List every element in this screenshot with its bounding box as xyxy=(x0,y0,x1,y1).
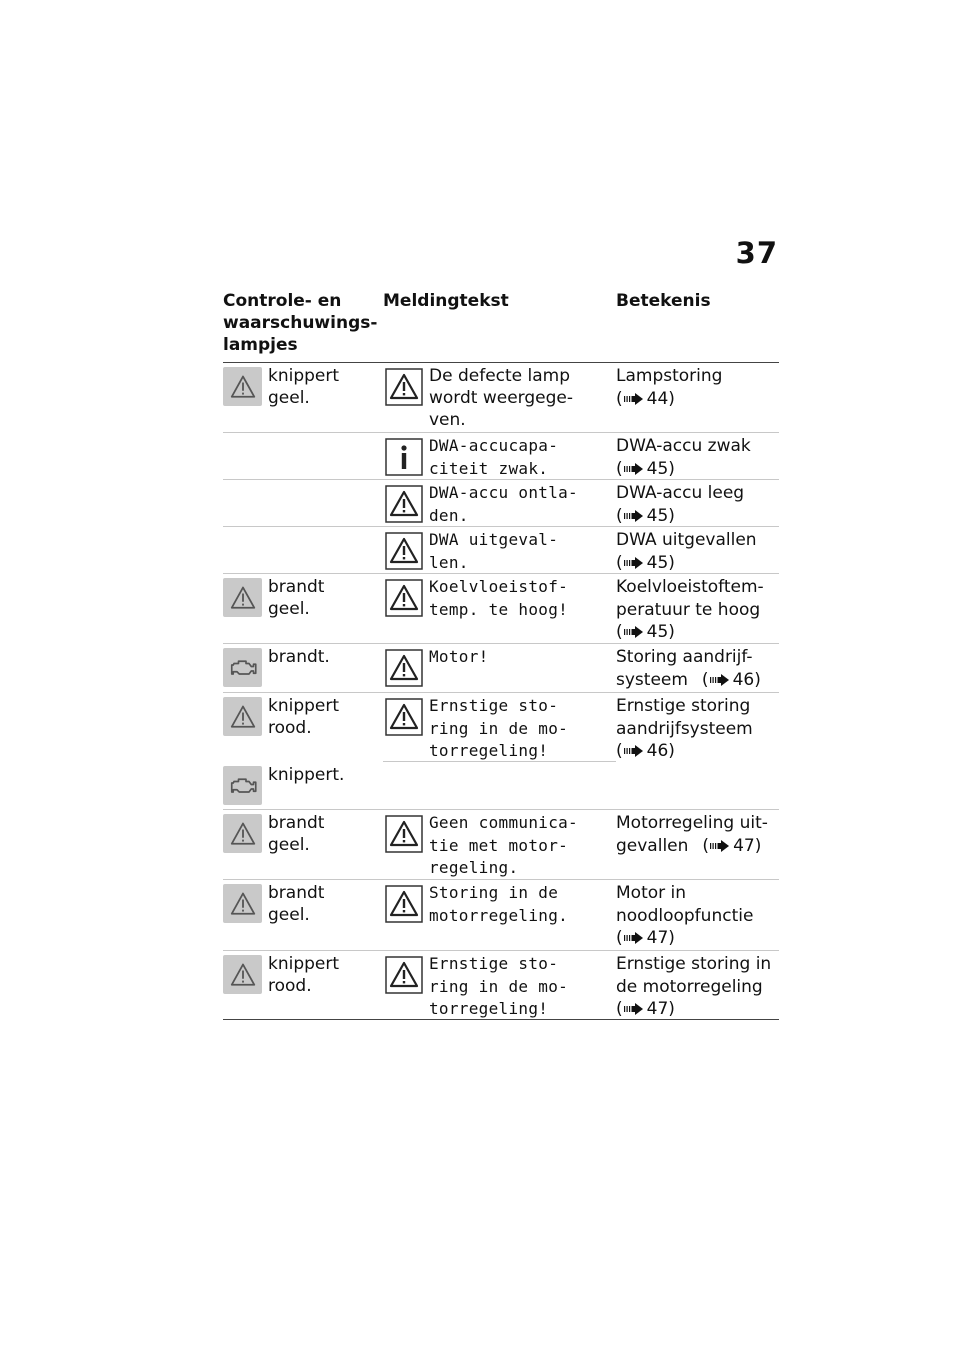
meaning-text: Motor in noodloopfunctie xyxy=(616,883,754,926)
message-cell xyxy=(383,810,616,879)
warning-triangle-icon xyxy=(384,814,424,854)
warning-triangle-icon xyxy=(384,367,424,407)
lamp-status-text: knippert rood. xyxy=(268,954,340,996)
lamp-cell xyxy=(223,951,383,1019)
table-row xyxy=(223,644,779,693)
meaning-cell xyxy=(616,810,779,879)
page-arrow-icon xyxy=(624,745,644,757)
engine-lamp-icon xyxy=(223,648,262,687)
warning-lamp-icon xyxy=(223,814,262,853)
message-text: De defecte lamp wordt weergege- ven. xyxy=(429,366,574,430)
page-ref-number: 47 xyxy=(646,928,669,948)
table-row xyxy=(223,880,779,951)
warning-triangle-icon xyxy=(384,884,424,924)
warning-lamp-icon xyxy=(223,578,262,617)
meaning-cell xyxy=(616,433,779,479)
message-text: Ernstige sto- ring in de mo- torregeling! xyxy=(429,954,569,1018)
meaning-text: Ernstige storing in de motorregeling xyxy=(616,954,772,997)
page-ref-number: 45 xyxy=(646,505,669,526)
meaning-text: DWA-accu zwak xyxy=(616,436,751,456)
page-ref-number: 45 xyxy=(646,458,669,479)
message-cell xyxy=(383,433,616,479)
lamp-cell xyxy=(223,810,383,879)
message-text: Ernstige sto- ring in de mo- torregeling! xyxy=(429,696,569,760)
table-row xyxy=(223,810,779,880)
lamp-cell xyxy=(223,574,383,643)
page-arrow-icon xyxy=(624,463,644,475)
page-reference-link[interactable]: ( 46) xyxy=(616,741,675,761)
lamp-cell xyxy=(223,693,383,762)
page-arrow-icon xyxy=(624,626,644,638)
warning-triangle-icon xyxy=(384,484,424,524)
page-ref-number: 47 xyxy=(733,835,755,856)
message-text: Koelvloeistof- temp. te hoog! xyxy=(429,577,569,619)
message-cell xyxy=(383,762,616,809)
warning-triangle-icon xyxy=(384,578,424,618)
meaning-cell xyxy=(616,762,779,809)
page-reference-link[interactable]: ( 45) xyxy=(616,552,675,573)
header-lamps: Controle- en waarschuwings- lampjes xyxy=(223,291,378,355)
lamp-cell xyxy=(223,762,383,809)
page-ref-number: 47 xyxy=(646,999,669,1019)
meaning-cell xyxy=(616,363,779,432)
meaning-text: Lampstoring xyxy=(616,366,723,386)
warning-lamp-icon xyxy=(223,367,262,406)
message-text: Storing in de motorregeling. xyxy=(429,883,569,925)
table-row xyxy=(223,433,779,480)
message-cell xyxy=(383,693,616,762)
table-row xyxy=(223,574,779,644)
warning-triangle-icon xyxy=(384,531,424,571)
warning-lamp-icon xyxy=(223,697,262,736)
meaning-cell xyxy=(616,574,779,643)
page-reference-link[interactable]: ( 45) xyxy=(616,505,675,526)
page-ref-number: 46 xyxy=(646,741,669,761)
lamp-cell xyxy=(223,363,383,432)
meaning-text: Ernstige storing aandrijfsysteem xyxy=(616,696,753,739)
table-row xyxy=(223,363,779,433)
lamp-cell xyxy=(223,644,383,692)
lamp-status-text: brandt geel. xyxy=(268,813,325,855)
message-cell xyxy=(383,480,616,526)
lamp-status-text: brandt. xyxy=(268,647,330,667)
meaning-cell xyxy=(616,527,779,573)
message-text: Geen communica- tie met motor- regeling. xyxy=(429,813,578,877)
page-arrow-icon xyxy=(710,840,730,852)
meaning-cell xyxy=(616,693,779,762)
message-text: DWA-accucapa- citeit zwak. xyxy=(429,436,559,478)
lamp-cell xyxy=(223,433,383,479)
lamp-status-text: brandt geel. xyxy=(268,883,325,925)
page-ref-number: 45 xyxy=(646,622,669,642)
lamp-cell xyxy=(223,880,383,950)
page-reference-link[interactable]: ( 45) xyxy=(616,622,675,642)
meaning-cell xyxy=(616,480,779,526)
page-arrow-icon xyxy=(624,393,644,405)
message-text: DWA-accu ontla- den. xyxy=(429,483,578,525)
page-arrow-icon xyxy=(624,932,644,944)
page-ref-number: 44 xyxy=(646,388,669,409)
engine-lamp-icon xyxy=(223,766,262,805)
table-row xyxy=(223,951,779,1020)
lamp-status-text: brandt geel. xyxy=(268,577,325,619)
page-arrow-icon xyxy=(624,510,644,522)
table-header xyxy=(223,290,779,362)
meaning-text: Koelvloeistoftem- peratuur te hoog xyxy=(616,577,764,620)
page-number: 37 xyxy=(735,236,778,270)
page-ref-number: 46 xyxy=(732,669,755,690)
page-reference-link[interactable]: ( 47) xyxy=(616,999,675,1019)
page-reference-link[interactable]: ( 46) xyxy=(701,669,761,690)
table-row xyxy=(223,480,779,527)
meaning-cell xyxy=(616,644,779,692)
warning-triangle-icon xyxy=(384,955,424,995)
warning-lamp-icon xyxy=(223,884,262,923)
table-row xyxy=(223,693,779,762)
page-reference-link[interactable]: ( 47) xyxy=(616,928,675,948)
header-message: Meldingtekst xyxy=(383,291,509,311)
warning-triangle-icon xyxy=(384,697,424,737)
message-cell xyxy=(383,574,616,643)
message-text: Motor! xyxy=(429,647,489,666)
table-row xyxy=(223,762,779,810)
lamp-cell xyxy=(223,480,383,526)
warning-lamp-icon xyxy=(223,955,262,994)
message-cell xyxy=(383,644,616,692)
warning-triangle-icon xyxy=(384,648,424,688)
meaning-text: Storing aandrijf- systeem xyxy=(616,647,753,690)
lamp-status-text: knippert geel. xyxy=(268,366,340,408)
warning-lights-table xyxy=(223,290,779,1020)
message-cell xyxy=(383,880,616,950)
page-reference-link[interactable]: ( 47) xyxy=(702,835,762,856)
page-arrow-icon xyxy=(624,1003,644,1015)
table-row xyxy=(223,527,779,574)
message-cell xyxy=(383,363,616,432)
message-cell xyxy=(383,527,616,573)
message-text: DWA uitgeval- len. xyxy=(429,530,559,572)
lamp-status-text: knippert rood. xyxy=(268,696,340,738)
lamp-status-text: knippert. xyxy=(268,765,345,785)
meaning-cell xyxy=(616,880,779,950)
meaning-text: DWA uitgevallen xyxy=(616,530,757,550)
header-meaning: Betekenis xyxy=(616,291,711,311)
info-icon xyxy=(384,437,424,477)
page-reference-link[interactable]: ( 44) xyxy=(616,388,675,409)
meaning-text: Motorregeling uit- gevallen xyxy=(616,813,768,856)
message-cell xyxy=(383,951,616,1019)
lamp-cell xyxy=(223,527,383,573)
meaning-text: DWA-accu leeg xyxy=(616,483,745,503)
table-body xyxy=(223,363,779,1020)
page-reference-link[interactable]: ( 45) xyxy=(616,458,675,479)
page-arrow-icon xyxy=(624,557,644,569)
page-ref-number: 45 xyxy=(646,552,669,573)
meaning-cell xyxy=(616,951,779,1019)
page-arrow-icon xyxy=(710,674,730,686)
